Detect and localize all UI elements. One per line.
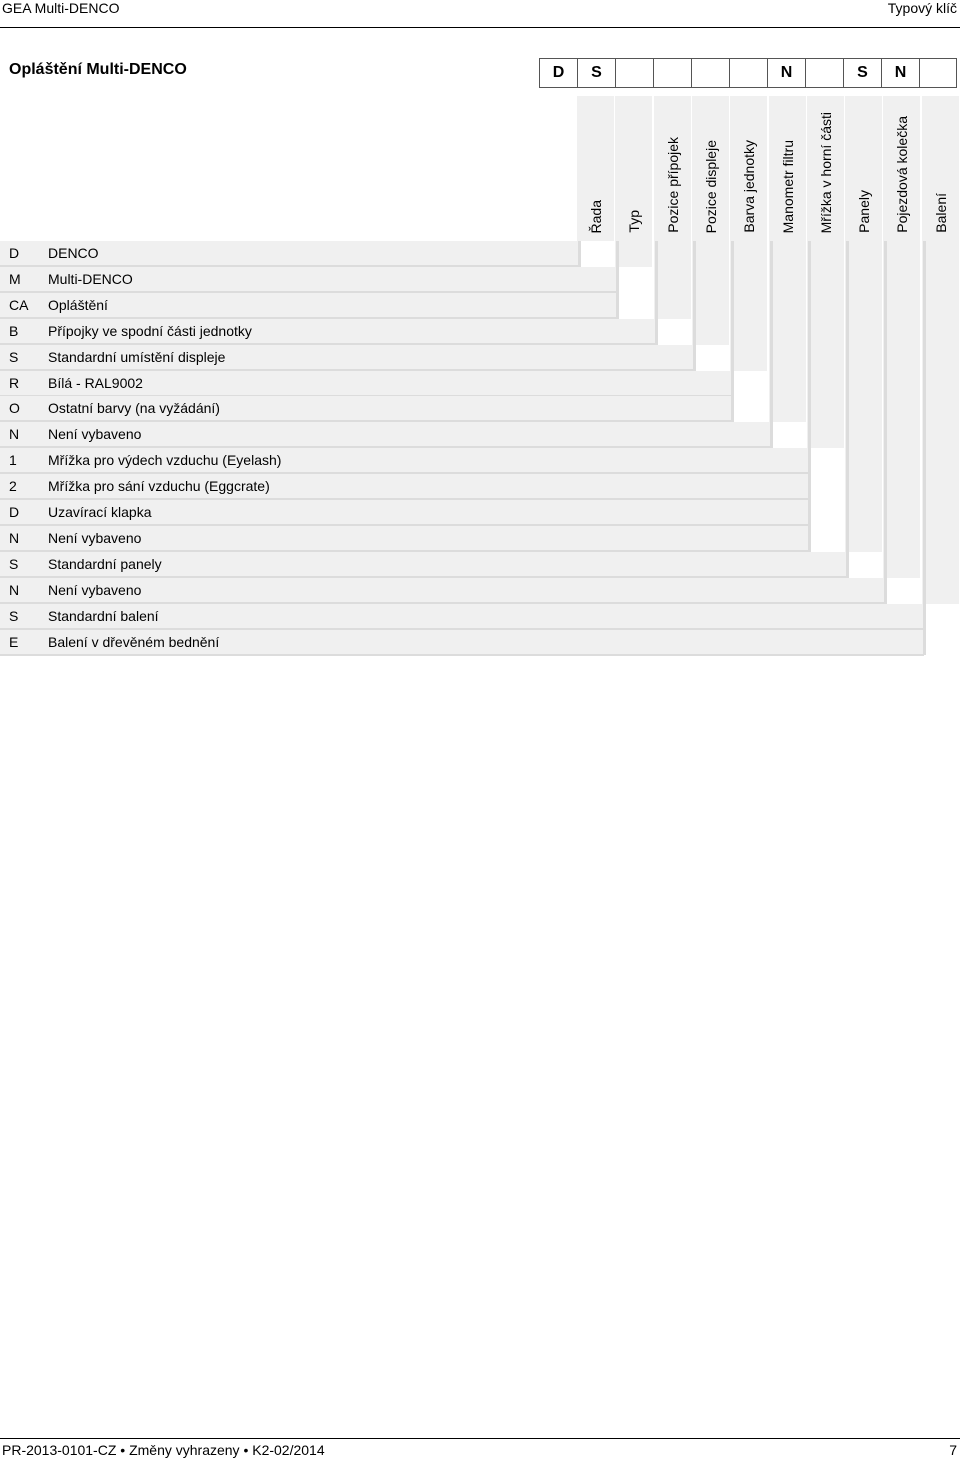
- column-header-label: Balení: [932, 193, 949, 233]
- column-cell: [769, 293, 806, 319]
- column-cell: [654, 267, 691, 293]
- column-cell: [922, 293, 959, 319]
- option-description: Uzavírací klapka: [48, 504, 152, 520]
- document-header-right: Typový klíč: [887, 0, 957, 16]
- column-cell: [883, 526, 920, 552]
- option-description: Není vybaveno: [48, 582, 142, 598]
- column-cell: [845, 396, 882, 422]
- column-cell: [845, 448, 882, 474]
- column-cell: [692, 241, 729, 267]
- option-description: Standardní panely: [48, 556, 162, 572]
- column-cell: [883, 474, 920, 500]
- column-cell: [730, 267, 767, 293]
- option-description: Standardní umístění displeje: [48, 349, 226, 365]
- column-header-label: Pojezdová kolečka: [893, 116, 910, 233]
- option-row: [0, 630, 960, 655]
- column-cell: [769, 319, 806, 345]
- column-header-label: Pozice displeje: [702, 139, 719, 233]
- option-row: [0, 604, 960, 629]
- column-header: [577, 96, 614, 241]
- option-code: E: [9, 634, 19, 650]
- option-description: Ostatní barvy (na vyžádání): [48, 400, 220, 416]
- column-cell: [883, 552, 920, 578]
- option-row: [0, 552, 960, 577]
- code-box: [653, 59, 691, 87]
- column-leader-line: [578, 241, 581, 267]
- column-cell: [922, 396, 959, 422]
- column-leader-line: [770, 241, 773, 448]
- option-code: B: [9, 323, 19, 339]
- column-cell: [769, 345, 806, 371]
- column-cell: [845, 371, 882, 397]
- type-code-boxes: [539, 58, 957, 88]
- column-leader-line: [655, 241, 658, 345]
- column-cell: [883, 422, 920, 448]
- code-box: [919, 59, 957, 87]
- column-cell: [769, 241, 806, 267]
- column-cell: [883, 371, 920, 397]
- option-row: [0, 474, 960, 499]
- code-box: [729, 59, 767, 87]
- column-header: [922, 96, 959, 241]
- option-row: [0, 448, 960, 473]
- option-description: Mřížka pro výdech vzduchu (Eyelash): [48, 452, 282, 468]
- footer-reference: PR-2013-0101-CZ • Změny vyhrazeny • K2-02/2014: [2, 1442, 325, 1458]
- column-cell: [922, 241, 959, 267]
- option-code: S: [9, 556, 19, 572]
- option-description: Bílá - RAL9002: [48, 375, 143, 391]
- column-cell: [922, 578, 959, 604]
- column-cell: [922, 500, 959, 526]
- column-cell: [615, 241, 652, 267]
- option-code: O: [9, 400, 20, 416]
- column-cell: [769, 396, 806, 422]
- code-box: [615, 59, 653, 87]
- row-leader-line: [0, 654, 924, 656]
- column-cell: [922, 371, 959, 397]
- option-row: [0, 293, 960, 318]
- column-cell: [922, 552, 959, 578]
- column-cell: [845, 422, 882, 448]
- column-cell: [922, 422, 959, 448]
- option-row: [0, 345, 960, 370]
- code-box: [691, 59, 729, 87]
- column-cell: [730, 319, 767, 345]
- column-header: [769, 96, 806, 241]
- column-cell: [654, 241, 691, 267]
- column-cell: [883, 293, 920, 319]
- column-leader-line: [884, 241, 887, 604]
- column-header: [654, 96, 691, 241]
- column-cell: [807, 241, 844, 267]
- column-cell: [769, 371, 806, 397]
- option-description: Přípojky ve spodní části jednotky: [48, 323, 252, 339]
- column-cell: [807, 371, 844, 397]
- column-header-label: Typ: [625, 210, 642, 233]
- option-row: [0, 319, 960, 344]
- column-cell: [845, 267, 882, 293]
- column-cell: [922, 345, 959, 371]
- column-cell: [807, 396, 844, 422]
- column-header: [692, 96, 729, 241]
- column-cell: [845, 474, 882, 500]
- option-description: Není vybaveno: [48, 426, 142, 442]
- option-row: [0, 267, 960, 292]
- option-description: Opláštění: [48, 297, 108, 313]
- column-cell: [845, 500, 882, 526]
- option-row: [0, 578, 960, 603]
- column-header-label: Pozice přípojek: [664, 137, 681, 233]
- code-box: S: [577, 59, 615, 87]
- column-header-label: Řada: [587, 199, 604, 233]
- column-leader-line: [616, 241, 619, 319]
- column-cell: [730, 241, 767, 267]
- column-cell: [692, 319, 729, 345]
- option-row: [0, 396, 960, 421]
- column-cell: [845, 345, 882, 371]
- column-header: [730, 96, 767, 241]
- column-header: [615, 96, 652, 241]
- option-row: [0, 526, 960, 551]
- option-code: N: [9, 426, 20, 442]
- column-header-label: Barva jednotky: [740, 140, 757, 233]
- column-cell: [883, 345, 920, 371]
- column-cell: [807, 267, 844, 293]
- column-cell: [730, 345, 767, 371]
- column-cell: [692, 267, 729, 293]
- column-cell: [692, 293, 729, 319]
- option-code: CA: [9, 297, 29, 313]
- option-code: R: [9, 375, 20, 391]
- code-box: S: [843, 59, 881, 87]
- option-row: [0, 422, 960, 447]
- column-cell: [922, 319, 959, 345]
- code-box: D: [539, 59, 577, 87]
- option-description: Standardní balení: [48, 608, 159, 624]
- column-cell: [922, 267, 959, 293]
- option-code: S: [9, 608, 19, 624]
- column-cell: [845, 526, 882, 552]
- option-code: N: [9, 530, 20, 546]
- column-leader-line: [808, 241, 811, 552]
- column-leader-line: [846, 241, 849, 578]
- column-leader-line: [731, 241, 734, 422]
- code-box: N: [767, 59, 805, 87]
- column-leader-line: [693, 241, 696, 371]
- option-description: Multi-DENCO: [48, 271, 133, 287]
- column-header-label: Mřížka v horní části: [817, 111, 834, 233]
- option-code: 2: [9, 478, 17, 494]
- page-number: 7: [949, 1442, 957, 1458]
- column-cell: [883, 396, 920, 422]
- column-cell: [922, 448, 959, 474]
- option-code: 1: [9, 452, 17, 468]
- column-cell: [807, 345, 844, 371]
- column-leader-line: [923, 241, 926, 655]
- footer-divider: [0, 1438, 960, 1439]
- header-divider: [0, 27, 960, 28]
- option-code: M: [9, 271, 21, 287]
- column-cell: [883, 500, 920, 526]
- column-cell: [654, 293, 691, 319]
- column-cell: [807, 319, 844, 345]
- option-description: DENCO: [48, 245, 99, 261]
- column-cell: [883, 241, 920, 267]
- option-code: D: [9, 504, 20, 520]
- code-box: [805, 59, 843, 87]
- option-code: D: [9, 245, 20, 261]
- code-box: N: [881, 59, 919, 87]
- column-cell: [730, 293, 767, 319]
- option-description: Mřížka pro sání vzduchu (Eggcrate): [48, 478, 270, 494]
- column-header-label: Panely: [855, 190, 872, 233]
- option-code: S: [9, 349, 19, 365]
- option-row: [0, 500, 960, 525]
- column-header: [845, 96, 882, 241]
- column-cell: [883, 319, 920, 345]
- column-header-label: Manometr filtru: [779, 139, 796, 233]
- document-header-left: GEA Multi-DENCO: [2, 0, 120, 16]
- column-cell: [883, 267, 920, 293]
- option-code: N: [9, 582, 20, 598]
- option-description: Balení v dřevěném bednění: [48, 634, 220, 650]
- column-cell: [845, 241, 882, 267]
- column-cell: [769, 267, 806, 293]
- page-title: Opláštění Multi-DENCO: [9, 61, 187, 78]
- column-cell: [845, 293, 882, 319]
- option-row: [0, 241, 960, 266]
- column-cell: [922, 526, 959, 552]
- column-cell: [883, 448, 920, 474]
- column-cell: [807, 422, 844, 448]
- column-cell: [807, 293, 844, 319]
- column-header: [883, 96, 920, 241]
- column-cell: [922, 474, 959, 500]
- option-row: [0, 371, 960, 396]
- column-cell: [845, 319, 882, 345]
- option-description: Není vybaveno: [48, 530, 142, 546]
- column-header: [807, 96, 844, 241]
